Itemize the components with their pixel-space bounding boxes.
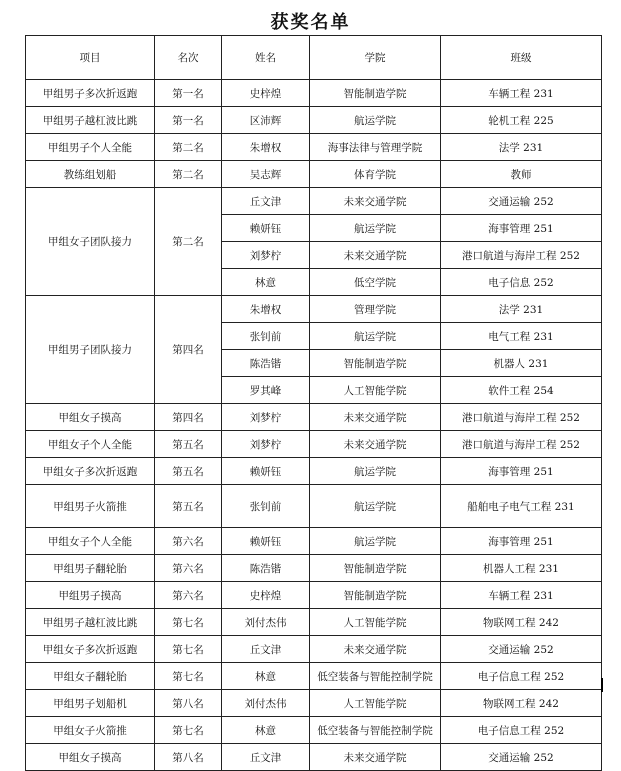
cell-project: 甲组男子团队接力 xyxy=(26,296,155,404)
cell-project: 甲组女子个人全能 xyxy=(26,528,155,555)
cell-class: 电气工程 231 xyxy=(441,323,602,350)
cell-class: 法学 231 xyxy=(441,134,602,161)
cell-class: 轮机工程 225 xyxy=(441,107,602,134)
cell-name: 吴志辉 xyxy=(222,161,310,188)
cell-college: 航运学院 xyxy=(310,458,441,485)
cell-class: 车辆工程 231 xyxy=(441,582,602,609)
cell-project: 甲组男子越杠波比跳 xyxy=(26,609,155,636)
cell-project: 甲组女子多次折返跑 xyxy=(26,636,155,663)
table-row xyxy=(26,717,602,744)
cell-class: 机器人工程 231 xyxy=(441,555,602,582)
table-row xyxy=(26,431,602,458)
cell-class: 港口航道与海岸工程 252 xyxy=(441,404,602,431)
table-row xyxy=(26,404,602,431)
cell-class: 海事管理 251 xyxy=(441,528,602,555)
cell-class: 教师 xyxy=(441,161,602,188)
table-row xyxy=(26,609,602,636)
cell-rank: 第二名 xyxy=(155,161,222,188)
cell-class: 物联网工程 242 xyxy=(441,609,602,636)
header-name: 姓名 xyxy=(222,36,310,80)
cell-project: 甲组男子摸高 xyxy=(26,582,155,609)
cell-name: 史梓煌 xyxy=(222,80,310,107)
table-row xyxy=(26,663,602,690)
cell-college: 人工智能学院 xyxy=(310,690,441,717)
cell-name: 丘文津 xyxy=(222,636,310,663)
cell-class: 海事管理 251 xyxy=(441,458,602,485)
table-row xyxy=(26,582,602,609)
cell-name: 林意 xyxy=(222,269,310,296)
cell-college: 人工智能学院 xyxy=(310,609,441,636)
cell-name: 刘梦柠 xyxy=(222,404,310,431)
cell-rank: 第八名 xyxy=(155,690,222,717)
cell-project: 甲组女子火箭推 xyxy=(26,717,155,744)
table-row xyxy=(26,744,602,771)
cell-project: 甲组男子翻轮胎 xyxy=(26,555,155,582)
cell-class: 电子信息 252 xyxy=(441,269,602,296)
table-row xyxy=(26,636,602,663)
cell-college: 航运学院 xyxy=(310,215,441,242)
cell-project: 甲组男子火箭推 xyxy=(26,485,155,528)
cell-name: 刘付杰伟 xyxy=(222,690,310,717)
cell-class: 海事管理 251 xyxy=(441,215,602,242)
table-row xyxy=(26,296,602,323)
cell-class: 交通运输 252 xyxy=(441,188,602,215)
table-row xyxy=(26,107,602,134)
cell-name: 张钊前 xyxy=(222,323,310,350)
cell-name: 林意 xyxy=(222,663,310,690)
cell-name: 陈浩锴 xyxy=(222,350,310,377)
table-body xyxy=(26,80,602,771)
header-class: 班级 xyxy=(441,36,602,80)
cell-project: 甲组女子团队接力 xyxy=(26,188,155,296)
cell-name: 朱增权 xyxy=(222,296,310,323)
cell-college: 低空装备与智能控制学院 xyxy=(310,663,441,690)
cell-college: 未来交通学院 xyxy=(310,404,441,431)
cell-class: 机器人 231 xyxy=(441,350,602,377)
cell-name: 罗其峰 xyxy=(222,377,310,404)
cell-class: 物联网工程 242 xyxy=(441,690,602,717)
header-rank: 名次 xyxy=(155,36,222,80)
cell-name: 丘文津 xyxy=(222,744,310,771)
cell-college: 航运学院 xyxy=(310,323,441,350)
cell-rank: 第六名 xyxy=(155,582,222,609)
cell-college: 智能制造学院 xyxy=(310,350,441,377)
cell-college: 体育学院 xyxy=(310,161,441,188)
cell-college: 航运学院 xyxy=(310,485,441,528)
table-row xyxy=(26,485,602,528)
table-row xyxy=(26,134,602,161)
cell-rank: 第五名 xyxy=(155,458,222,485)
cell-project: 甲组女子摸高 xyxy=(26,404,155,431)
cell-class: 交通运输 252 xyxy=(441,636,602,663)
cell-college: 航运学院 xyxy=(310,107,441,134)
cell-name: 林意 xyxy=(222,717,310,744)
table-row xyxy=(26,458,602,485)
text-cursor xyxy=(601,678,603,692)
cell-college: 未来交通学院 xyxy=(310,188,441,215)
cell-name: 刘付杰伟 xyxy=(222,609,310,636)
cell-rank: 第六名 xyxy=(155,555,222,582)
table-row xyxy=(26,188,602,215)
cell-project: 甲组男子个人全能 xyxy=(26,134,155,161)
cell-name: 赖妍钰 xyxy=(222,215,310,242)
cell-rank: 第二名 xyxy=(155,134,222,161)
header-project: 项目 xyxy=(26,36,155,80)
cell-class: 船舶电子电气工程 231 xyxy=(441,485,602,528)
cell-college: 未来交通学院 xyxy=(310,744,441,771)
cell-rank: 第五名 xyxy=(155,485,222,528)
table-row xyxy=(26,528,602,555)
cell-name: 史梓煌 xyxy=(222,582,310,609)
table-row xyxy=(26,80,602,107)
cell-project: 甲组女子翻轮胎 xyxy=(26,663,155,690)
cell-project: 甲组男子越杠波比跳 xyxy=(26,107,155,134)
cell-project: 甲组女子摸高 xyxy=(26,744,155,771)
cell-college: 低空装备与智能控制学院 xyxy=(310,717,441,744)
table-row xyxy=(26,161,602,188)
cell-college: 智能制造学院 xyxy=(310,555,441,582)
cell-rank: 第七名 xyxy=(155,609,222,636)
cell-project: 甲组男子多次折返跑 xyxy=(26,80,155,107)
cell-name: 张钊前 xyxy=(222,485,310,528)
cell-rank: 第八名 xyxy=(155,744,222,771)
table-header-row xyxy=(26,36,602,80)
cell-college: 未来交通学院 xyxy=(310,431,441,458)
table-row xyxy=(26,555,602,582)
cell-college: 人工智能学院 xyxy=(310,377,441,404)
cell-college: 航运学院 xyxy=(310,528,441,555)
cell-rank: 第一名 xyxy=(155,107,222,134)
cell-rank: 第六名 xyxy=(155,528,222,555)
cell-project: 甲组女子个人全能 xyxy=(26,431,155,458)
cell-college: 智能制造学院 xyxy=(310,80,441,107)
cell-rank: 第七名 xyxy=(155,717,222,744)
cell-college: 未来交通学院 xyxy=(310,636,441,663)
cell-rank: 第一名 xyxy=(155,80,222,107)
cell-project: 甲组女子多次折返跑 xyxy=(26,458,155,485)
header-college: 学院 xyxy=(310,36,441,80)
cell-project: 甲组男子划船机 xyxy=(26,690,155,717)
cell-name: 刘梦柠 xyxy=(222,431,310,458)
cell-rank: 第四名 xyxy=(155,296,222,404)
cell-class: 法学 231 xyxy=(441,296,602,323)
cell-rank: 第二名 xyxy=(155,188,222,296)
cell-name: 陈浩锴 xyxy=(222,555,310,582)
cell-class: 交通运输 252 xyxy=(441,744,602,771)
cell-project: 教练组划船 xyxy=(26,161,155,188)
cell-rank: 第七名 xyxy=(155,663,222,690)
cell-college: 海事法律与管理学院 xyxy=(310,134,441,161)
cell-college: 管理学院 xyxy=(310,296,441,323)
cell-class: 电子信息工程 252 xyxy=(441,663,602,690)
cell-class: 港口航道与海岸工程 252 xyxy=(441,242,602,269)
cell-rank: 第七名 xyxy=(155,636,222,663)
cell-class: 车辆工程 231 xyxy=(441,80,602,107)
table-row xyxy=(26,690,602,717)
cell-name: 赖妍钰 xyxy=(222,458,310,485)
cell-name: 丘文津 xyxy=(222,188,310,215)
cell-class: 软件工程 254 xyxy=(441,377,602,404)
cell-name: 区沛辉 xyxy=(222,107,310,134)
cell-name: 刘梦柠 xyxy=(222,242,310,269)
cell-rank: 第五名 xyxy=(155,431,222,458)
cell-name: 朱增权 xyxy=(222,134,310,161)
cell-rank: 第四名 xyxy=(155,404,222,431)
cell-college: 智能制造学院 xyxy=(310,582,441,609)
cell-college: 低空学院 xyxy=(310,269,441,296)
cell-college: 未来交通学院 xyxy=(310,242,441,269)
cell-name: 赖妍钰 xyxy=(222,528,310,555)
page-title: 获奖名单 xyxy=(270,12,351,33)
awards-table xyxy=(25,35,602,771)
cell-class: 电子信息工程 252 xyxy=(441,717,602,744)
cell-class: 港口航道与海岸工程 252 xyxy=(441,431,602,458)
